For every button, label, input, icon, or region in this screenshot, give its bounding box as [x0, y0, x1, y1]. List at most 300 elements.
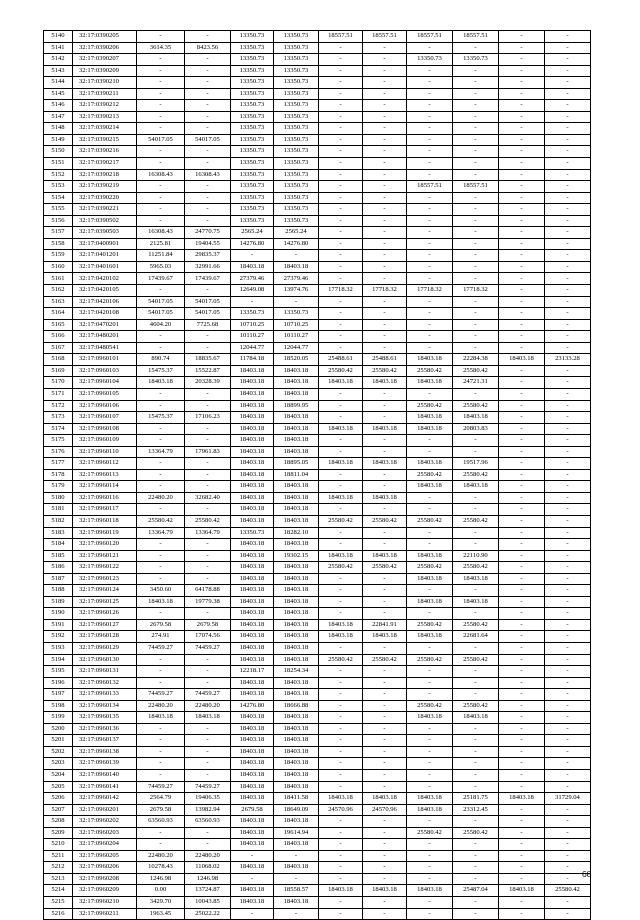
table-cell: -	[453, 296, 499, 308]
table-cell: -	[545, 65, 591, 77]
table-cell: 13974.76	[274, 285, 319, 297]
table-cell: 13350.73	[231, 146, 274, 158]
table-cell: 25580.42	[453, 365, 499, 377]
table-cell: 5209	[44, 827, 73, 839]
table-cell: -	[319, 712, 363, 724]
table-cell: -	[363, 642, 407, 654]
table-cell: -	[137, 54, 185, 66]
table-cell: -	[453, 250, 499, 262]
table-cell: 18520.05	[274, 354, 319, 366]
table-cell: 32:17:0960103	[73, 365, 137, 377]
table-cell: 18403.18	[274, 261, 319, 273]
table-cell: -	[363, 250, 407, 262]
table-cell: 22284.38	[453, 354, 499, 366]
table-row	[44, 781, 591, 793]
table-cell: -	[545, 181, 591, 193]
table-cell: -	[319, 238, 363, 250]
table-cell: 32:17:0390205	[73, 31, 137, 43]
table-cell: 25580.42	[453, 654, 499, 666]
table-cell: -	[499, 42, 545, 54]
table-cell: 18403.18	[499, 885, 545, 897]
table-cell: 18403.18	[137, 596, 185, 608]
table-cell: -	[499, 458, 545, 470]
table-cell: 18403.18	[274, 897, 319, 909]
table-cell: 13364.79	[137, 527, 185, 539]
table-cell: 12649.08	[231, 285, 274, 297]
table-cell: 13350.73	[231, 123, 274, 135]
table-cell: 18403.18	[231, 746, 274, 758]
table-cell: -	[319, 146, 363, 158]
table-cell: -	[453, 227, 499, 239]
table-cell: 25580.42	[319, 515, 363, 527]
table-cell: 5188	[44, 585, 73, 597]
table-row	[44, 770, 591, 782]
table-cell: -	[407, 435, 453, 447]
table-cell: 18403.18	[274, 446, 319, 458]
table-cell: 13364.79	[137, 446, 185, 458]
table-cell: 18403.18	[319, 458, 363, 470]
table-cell: -	[545, 250, 591, 262]
table-cell: -	[137, 192, 185, 204]
table-cell: -	[185, 435, 231, 447]
table-cell: -	[319, 400, 363, 412]
table-cell: 5140	[44, 31, 73, 43]
table-cell: 22841.91	[363, 619, 407, 631]
table-cell: -	[545, 804, 591, 816]
table-row	[44, 146, 591, 158]
table-cell: 18403.18	[274, 839, 319, 851]
table-cell: 32:17:0960109	[73, 435, 137, 447]
table-cell: 5153	[44, 181, 73, 193]
table-cell: 12044.77	[231, 342, 274, 354]
table-cell: -	[545, 342, 591, 354]
table-row	[44, 388, 591, 400]
table-cell: -	[363, 123, 407, 135]
table-cell: 13350.73	[231, 134, 274, 146]
table-row	[44, 908, 591, 920]
table-cell: 17106.23	[185, 412, 231, 424]
table-cell: 18403.18	[274, 608, 319, 620]
table-cell: 14276.80	[231, 238, 274, 250]
table-cell: 32:17:0390207	[73, 54, 137, 66]
table-cell: 13350.73	[231, 42, 274, 54]
table-cell: -	[185, 562, 231, 574]
table-cell: 16308.43	[137, 169, 185, 181]
table-cell: -	[319, 504, 363, 516]
table-cell: 18403.18	[274, 435, 319, 447]
table-cell: 18403.18	[407, 354, 453, 366]
table-cell: -	[499, 423, 545, 435]
table-cell: -	[545, 619, 591, 631]
table-cell: -	[185, 735, 231, 747]
table-cell: 18403.18	[231, 562, 274, 574]
table-cell: 18403.18	[407, 712, 453, 724]
table-cell: -	[407, 192, 453, 204]
table-cell: 32:17:0401601	[73, 261, 137, 273]
table-cell: 25580.42	[453, 619, 499, 631]
table-cell: -	[545, 319, 591, 331]
table-cell: -	[319, 227, 363, 239]
table-cell: 18403.18	[274, 585, 319, 597]
table-cell: -	[185, 481, 231, 493]
table-cell: -	[545, 839, 591, 851]
table-cell: -	[499, 873, 545, 885]
table-cell: 1246.98	[137, 873, 185, 885]
table-cell: -	[407, 88, 453, 100]
table-cell: 5207	[44, 804, 73, 816]
table-cell: 13350.73	[231, 308, 274, 320]
table-cell: -	[453, 388, 499, 400]
table-cell: 13982.94	[185, 804, 231, 816]
table-cell: -	[499, 908, 545, 920]
table-cell: -	[137, 123, 185, 135]
table-cell: -	[453, 746, 499, 758]
table-cell: -	[137, 469, 185, 481]
table-row	[44, 608, 591, 620]
table-row	[44, 342, 591, 354]
table-cell: -	[545, 158, 591, 170]
table-cell: 18403.18	[231, 377, 274, 389]
table-cell: 18403.18	[231, 585, 274, 597]
table-cell: -	[499, 77, 545, 89]
table-cell: -	[363, 908, 407, 920]
table-cell: 5151	[44, 158, 73, 170]
table-row	[44, 723, 591, 735]
table-cell: 32:17:0960204	[73, 839, 137, 851]
table-cell: -	[407, 134, 453, 146]
table-cell: -	[185, 758, 231, 770]
table-cell: 32:17:0390212	[73, 100, 137, 112]
table-cell: -	[407, 342, 453, 354]
table-cell: -	[499, 181, 545, 193]
table-cell: -	[545, 227, 591, 239]
table-cell: 25580.42	[185, 515, 231, 527]
table-cell: 32:17:0960123	[73, 573, 137, 585]
table-cell: 17718.32	[453, 285, 499, 297]
table-cell: 19404.55	[185, 238, 231, 250]
table-cell: -	[185, 54, 231, 66]
table-cell: -	[407, 873, 453, 885]
table-cell: 13350.73	[231, 88, 274, 100]
table-row	[44, 585, 591, 597]
table-cell: 32:17:0960137	[73, 735, 137, 747]
table-cell: -	[453, 816, 499, 828]
table-cell: -	[319, 781, 363, 793]
table-cell: -	[407, 169, 453, 181]
table-cell: -	[137, 735, 185, 747]
table-cell: -	[137, 158, 185, 170]
table-body	[44, 31, 591, 920]
table-cell: 18403.18	[137, 712, 185, 724]
table-cell: -	[545, 642, 591, 654]
table-cell: 13350.73	[231, 111, 274, 123]
table-cell: -	[407, 308, 453, 320]
table-cell: 5175	[44, 435, 73, 447]
table-cell: 18403.18	[319, 377, 363, 389]
table-cell: 5168	[44, 354, 73, 366]
table-cell: 5157	[44, 227, 73, 239]
table-cell: -	[185, 723, 231, 735]
table-cell: 18403.18	[407, 377, 453, 389]
table-cell: 32:17:0390214	[73, 123, 137, 135]
table-cell: -	[319, 158, 363, 170]
table-cell: 32:17:0390215	[73, 134, 137, 146]
table-cell: -	[453, 608, 499, 620]
table-cell: 18403.18	[231, 492, 274, 504]
table-cell: -	[185, 400, 231, 412]
table-cell: -	[499, 723, 545, 735]
table-cell: 5171	[44, 388, 73, 400]
table-cell: 74459.27	[137, 781, 185, 793]
table-cell: -	[545, 816, 591, 828]
table-row	[44, 804, 591, 816]
table-cell: -	[499, 654, 545, 666]
table-cell: -	[453, 65, 499, 77]
table-cell: -	[407, 319, 453, 331]
table-cell: -	[319, 585, 363, 597]
table-cell: -	[319, 677, 363, 689]
table-cell: 5163	[44, 296, 73, 308]
table-cell: -	[545, 562, 591, 574]
table-cell: -	[319, 642, 363, 654]
table-cell: -	[363, 527, 407, 539]
table-cell: -	[499, 585, 545, 597]
table-cell: -	[499, 365, 545, 377]
table-cell: 54017.05	[137, 134, 185, 146]
table-cell: 17439.67	[137, 273, 185, 285]
table-cell: -	[499, 331, 545, 343]
table-cell: 18403.18	[274, 862, 319, 874]
table-cell: 18403.18	[274, 481, 319, 493]
table-cell: -	[319, 88, 363, 100]
table-cell: 18403.18	[231, 619, 274, 631]
table-cell: 18403.18	[231, 781, 274, 793]
table-cell: -	[545, 827, 591, 839]
table-cell: 32:17:0960126	[73, 608, 137, 620]
table-cell: 2679.58	[231, 804, 274, 816]
table-row	[44, 111, 591, 123]
table-cell: 5189	[44, 596, 73, 608]
table-row	[44, 100, 591, 112]
table-cell: 18403.18	[274, 758, 319, 770]
table-cell: -	[363, 273, 407, 285]
table-cell: 18403.18	[407, 458, 453, 470]
table-cell: 15475.37	[137, 412, 185, 424]
table-cell: 18403.18	[231, 735, 274, 747]
table-cell: -	[499, 111, 545, 123]
table-cell: 18403.18	[231, 400, 274, 412]
table-cell: 18403.18	[407, 412, 453, 424]
table-row	[44, 31, 591, 43]
table-cell: -	[319, 308, 363, 320]
table-cell: -	[319, 42, 363, 54]
table-cell: -	[363, 227, 407, 239]
table-cell: 18403.18	[319, 550, 363, 562]
table-cell: 13724.87	[185, 885, 231, 897]
table-cell: 18557.51	[453, 31, 499, 43]
table-cell: 5198	[44, 700, 73, 712]
table-cell: -	[545, 862, 591, 874]
table-cell: 18403.18	[274, 781, 319, 793]
table-cell: 18666.88	[274, 700, 319, 712]
table-cell: 32:17:0960208	[73, 873, 137, 885]
table-cell: -	[499, 642, 545, 654]
table-cell: 32:17:0960108	[73, 423, 137, 435]
table-cell: -	[499, 712, 545, 724]
table-cell: -	[499, 515, 545, 527]
table-cell: 2679.58	[185, 619, 231, 631]
table-cell: 18403.18	[407, 573, 453, 585]
table-cell: 27379.46	[231, 273, 274, 285]
table-cell: -	[319, 481, 363, 493]
table-cell: 32991.66	[185, 261, 231, 273]
table-cell: 25580.42	[453, 700, 499, 712]
table-cell: 18403.18	[453, 573, 499, 585]
table-cell: 3450.60	[137, 585, 185, 597]
table-cell: -	[319, 527, 363, 539]
table-cell: -	[137, 723, 185, 735]
table-cell: -	[545, 296, 591, 308]
table-cell: -	[363, 146, 407, 158]
table-cell: 18403.18	[231, 770, 274, 782]
table-cell: -	[231, 873, 274, 885]
table-cell: -	[137, 573, 185, 585]
table-cell: 13350.73	[274, 42, 319, 54]
table-cell: 5146	[44, 100, 73, 112]
table-cell: 0.00	[137, 885, 185, 897]
table-cell: -	[545, 146, 591, 158]
table-cell: -	[499, 596, 545, 608]
table-cell: 18403.18	[407, 631, 453, 643]
table-cell: 18403.18	[274, 816, 319, 828]
table-cell: 5965.03	[137, 261, 185, 273]
table-cell: 25580.42	[453, 827, 499, 839]
table-cell: -	[137, 100, 185, 112]
table-cell: 32:17:0960211	[73, 908, 137, 920]
table-cell: -	[363, 54, 407, 66]
table-cell: -	[407, 100, 453, 112]
table-cell: -	[185, 158, 231, 170]
table-cell: -	[499, 746, 545, 758]
table-cell: -	[453, 527, 499, 539]
table-cell: 13350.73	[274, 77, 319, 89]
table-cell: 5211	[44, 850, 73, 862]
table-cell: 18403.18	[231, 573, 274, 585]
table-cell: -	[363, 770, 407, 782]
table-cell: 32:17:0390213	[73, 111, 137, 123]
table-cell: 32:17:0960129	[73, 642, 137, 654]
table-row	[44, 504, 591, 516]
table-cell: 32:17:0420108	[73, 308, 137, 320]
table-cell: 32:17:0960107	[73, 412, 137, 424]
table-cell: -	[319, 273, 363, 285]
table-cell: -	[499, 273, 545, 285]
table-cell: 13350.73	[231, 215, 274, 227]
table-cell: -	[545, 285, 591, 297]
table-cell: -	[545, 596, 591, 608]
table-cell: 5160	[44, 261, 73, 273]
table-cell: 13350.73	[274, 123, 319, 135]
table-cell: -	[363, 689, 407, 701]
table-cell: -	[137, 539, 185, 551]
table-row	[44, 308, 591, 320]
table-cell: -	[453, 204, 499, 216]
table-cell: 5158	[44, 238, 73, 250]
table-cell: -	[185, 677, 231, 689]
table-cell: -	[453, 873, 499, 885]
table-row	[44, 897, 591, 909]
table-cell: -	[407, 689, 453, 701]
table-cell: 4604.20	[137, 319, 185, 331]
table-cell: -	[499, 134, 545, 146]
table-cell: -	[319, 342, 363, 354]
table-cell: -	[319, 873, 363, 885]
table-cell: 24570.96	[319, 804, 363, 816]
table-cell: -	[545, 723, 591, 735]
table-cell: -	[319, 54, 363, 66]
table-cell: 18811.04	[274, 469, 319, 481]
table-cell: 5181	[44, 504, 73, 516]
table-cell: 18403.18	[231, 723, 274, 735]
table-cell: 32:17:0420105	[73, 285, 137, 297]
table-cell: 13350.73	[274, 111, 319, 123]
table-cell: -	[545, 666, 591, 678]
table-cell: -	[185, 666, 231, 678]
table-cell: 10110.27	[231, 331, 274, 343]
table-cell: -	[545, 377, 591, 389]
table-cell: -	[499, 804, 545, 816]
table-cell: 74459.27	[137, 642, 185, 654]
table-row	[44, 238, 591, 250]
table-cell: -	[231, 850, 274, 862]
table-cell: 13350.73	[231, 77, 274, 89]
table-cell: -	[453, 261, 499, 273]
table-cell: -	[453, 446, 499, 458]
table-cell: -	[363, 42, 407, 54]
table-cell: -	[319, 77, 363, 89]
table-cell: -	[545, 238, 591, 250]
table-cell: -	[363, 158, 407, 170]
table-cell: 32:17:0960113	[73, 469, 137, 481]
table-cell: 18403.18	[274, 562, 319, 574]
table-cell: 18403.18	[231, 642, 274, 654]
table-cell: -	[453, 331, 499, 343]
table-cell: -	[185, 770, 231, 782]
table-cell: -	[363, 204, 407, 216]
table-cell: 31729.04	[545, 793, 591, 805]
table-cell: -	[363, 65, 407, 77]
table-cell: -	[185, 204, 231, 216]
table-cell: -	[407, 446, 453, 458]
table-cell: -	[319, 469, 363, 481]
table-row	[44, 873, 591, 885]
table-cell: 25022.22	[185, 908, 231, 920]
table-cell: 25488.61	[319, 354, 363, 366]
table-cell: -	[185, 423, 231, 435]
table-cell: 18895.05	[274, 458, 319, 470]
table-cell: -	[274, 873, 319, 885]
table-row	[44, 296, 591, 308]
table-cell: -	[185, 146, 231, 158]
table-cell: -	[453, 758, 499, 770]
table-cell: -	[319, 839, 363, 851]
table-cell: 18403.18	[363, 550, 407, 562]
table-cell: -	[185, 654, 231, 666]
table-cell: 18403.18	[453, 596, 499, 608]
table-cell: 15475.37	[137, 365, 185, 377]
table-cell: -	[319, 908, 363, 920]
table-cell: -	[407, 527, 453, 539]
